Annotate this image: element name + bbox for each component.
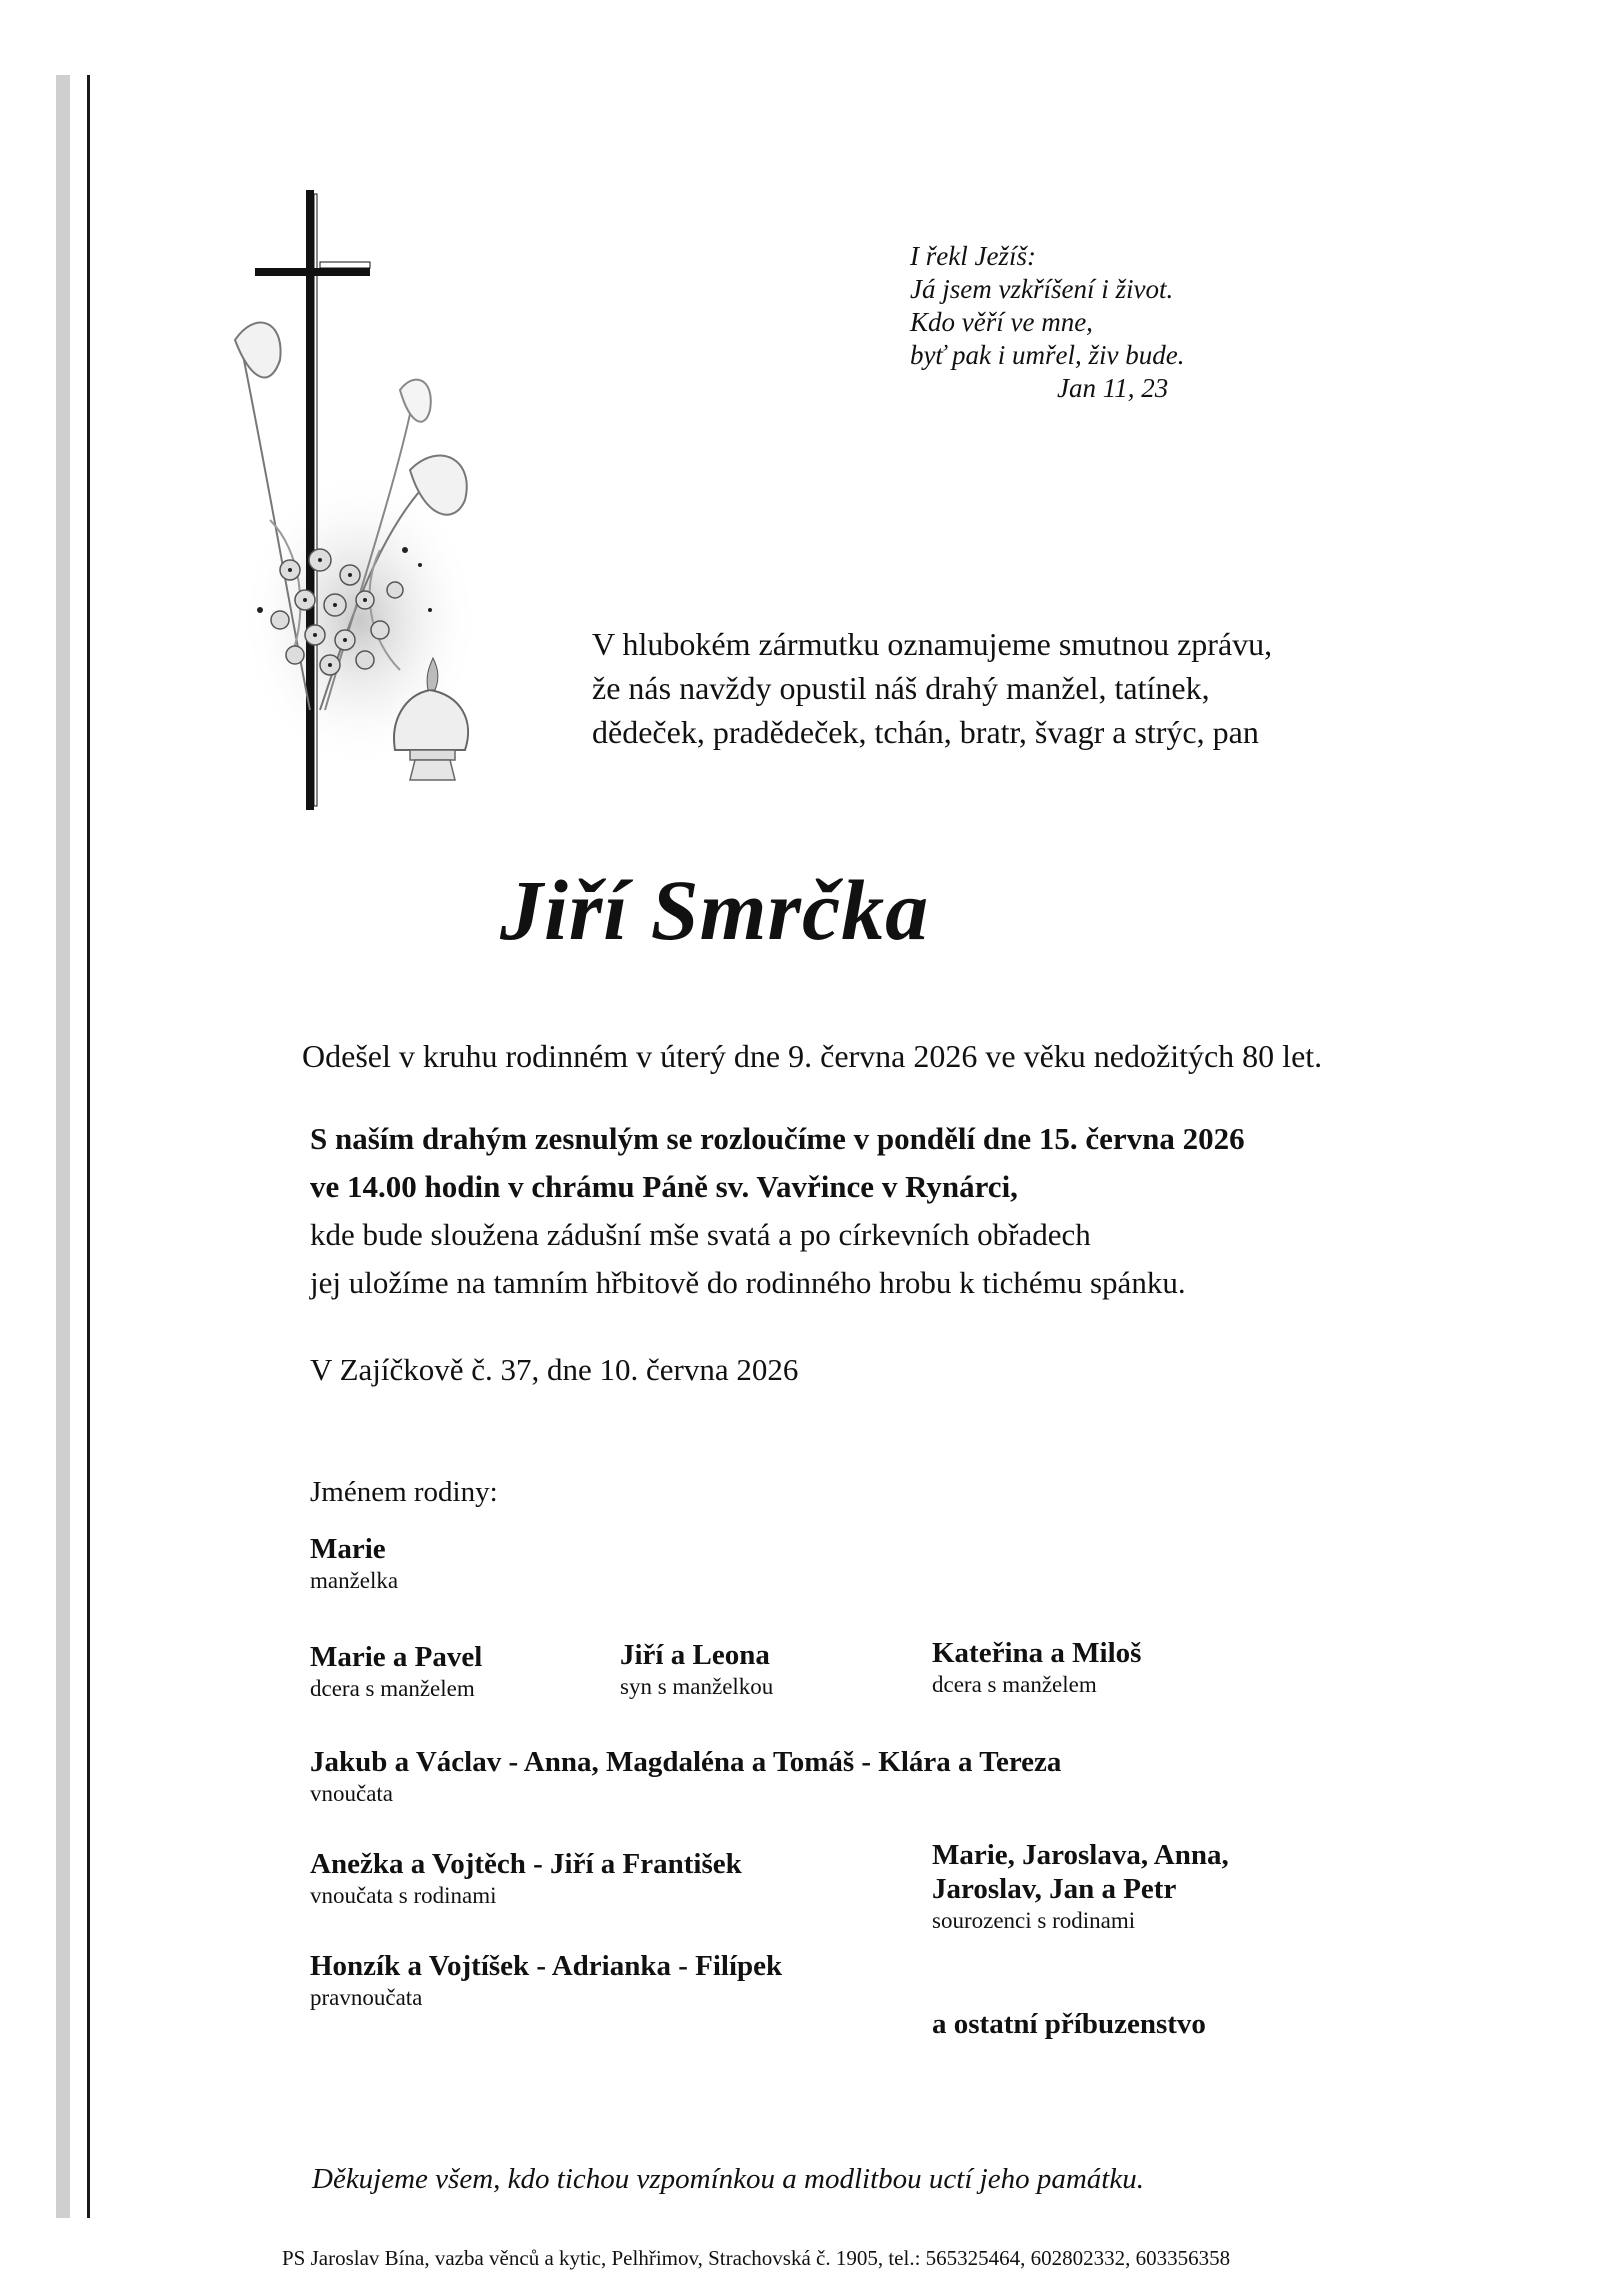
family-name: Honzík a Vojtíšek - Adrianka - Filípek [310,1950,783,1982]
family-siblings [932,1838,1229,1936]
announcement-line: že nás navždy opustil náš drahý manžel, tatínek, [592,670,1210,706]
family-relation: vnoučata s rodinami [310,1883,497,1908]
bible-quote [910,240,1185,405]
family-great-grandchildren [310,1949,782,2013]
announcement-line: V hlubokém zármutku oznamujeme smutnou zprávu, [592,626,1273,662]
funeral-info [310,1115,1245,1307]
family-relation: vnoučata [310,1781,394,1806]
deceased-name: Jiří Smrčka [500,862,930,958]
footer-credit: PS Jaroslav Bína, vazba věnců a kytic, Pelhřimov, Strachovská č. 1905, tel.: 565325464, 602802332, 603356358 [282,2246,1231,2270]
family-header: Jménem rodiny: [310,1476,498,1508]
family-wife [310,1532,398,1596]
quote-line: I řekl Ježíš: [910,241,1036,271]
family-relation: pravnoučata [310,1985,423,2010]
place-date: V Zajíčkově č. 37, dne 10. června 2026 [310,1352,799,1387]
funeral-bold-line: ve 14.00 hodin v chrámu Páně sv. Vavřince v Rynárci, [310,1169,1018,1204]
announcement-line: dědeček, pradědeček, tchán, bratr, švagr a strýc, pan [592,714,1259,750]
family-name: Jakub a Václav - Anna, Magdaléna a Tomáš - Klára a Tereza [310,1746,1062,1778]
family-name: Marie [310,1533,386,1565]
death-note: Odešel v kruhu rodinném v úterý dne 9. června 2026 ve věku nedožitých 80 let. [302,1038,1323,1074]
funeral-line: kde bude sloužena zádušní mše svatá a po církevních obřadech [310,1217,1091,1252]
left-black-border [87,75,90,2218]
announcement [592,622,1272,754]
quote-line: byť pak i umřel, živ bude. [910,340,1185,370]
family-name: Jaroslav, Jan a Petr [932,1873,1177,1905]
family-relation: dcera s manželem [310,1676,475,1701]
funeral-line: jej uložíme na tamním hřbitově do rodinného hrobu k tichému spánku. [310,1265,1186,1300]
family-relation: sourozenci s rodinami [932,1908,1136,1933]
family-name: Marie a Pavel [310,1641,483,1673]
cross-flowers-illustration [230,190,490,830]
thanks-note: Děkujeme všem, kdo tichou vzpomínkou a modlitbou uctí jeho památku. [312,2163,1144,2195]
family-relation: syn s manželkou [620,1674,774,1699]
family-child-1 [310,1640,482,1704]
family-grandchildren [310,1745,1061,1809]
family-name: Jiří a Leona [620,1639,770,1671]
family-name: Marie, Jaroslava, Anna, [932,1839,1229,1871]
family-child-3 [932,1636,1141,1700]
family-grandchildren-families [310,1847,742,1911]
family-relation: dcera s manželem [932,1672,1097,1697]
family-name: Kateřina a Miloš [932,1637,1142,1669]
quote-line: Kdo věří ve mne, [910,307,1093,337]
left-gray-border [56,75,70,2218]
family-others: a ostatní příbuzenstvo [932,2008,1206,2040]
family-name: Anežka a Vojtěch - Jiří a František [310,1848,742,1880]
quote-reference: Jan 11, 23 [1057,373,1169,403]
family-child-2 [620,1638,773,1702]
quote-line: Já jsem vzkříšení i život. [910,274,1174,304]
funeral-bold-line: S naším drahým zesnulým se rozloučíme v pondělí dne 15. června 2026 [310,1121,1245,1156]
family-relation: manželka [310,1568,399,1593]
